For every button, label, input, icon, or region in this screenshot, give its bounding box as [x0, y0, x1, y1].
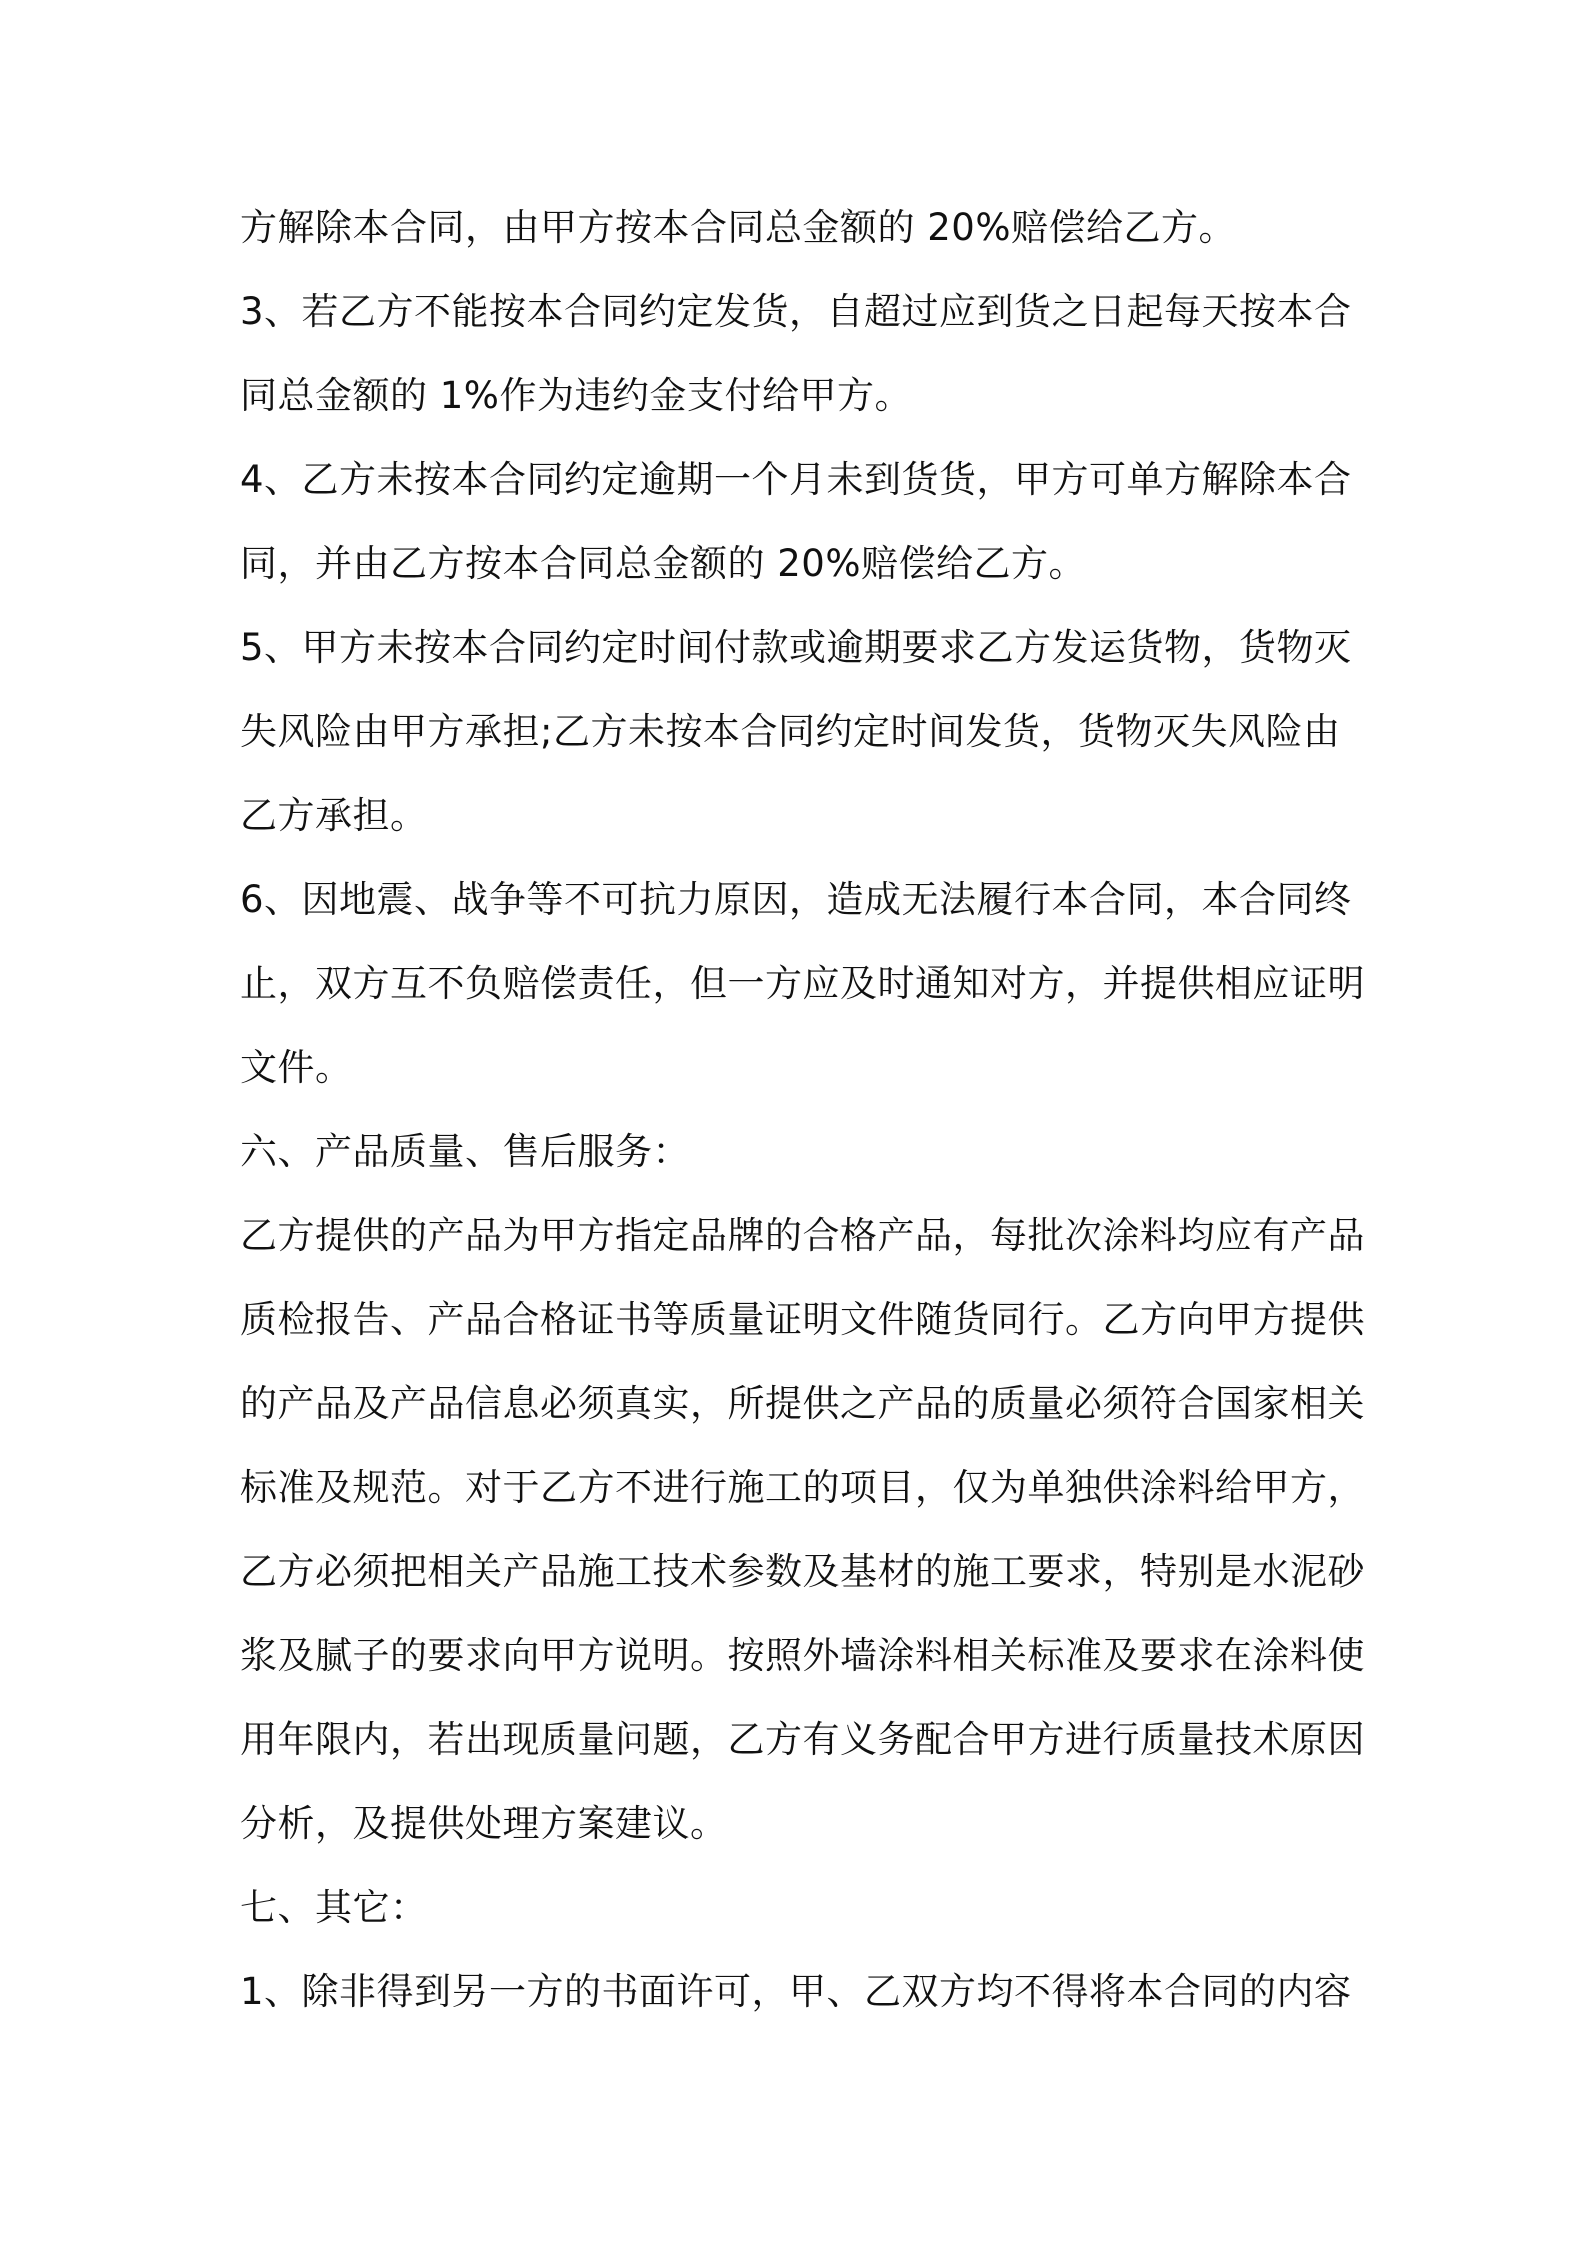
text-line: 标准及规范。对于乙方不进行施工的项目，仅为单独供涂料给甲方， — [240, 1466, 1365, 1509]
text-line: 6、因地震、战争等不可抗力原因，造成无法履行本合同，本合同终 — [240, 878, 1352, 921]
text-line: 止，双方互不负赔偿责任，但一方应及时通知对方，并提供相应证明 — [240, 962, 1365, 1005]
text-line: 5、甲方未按本合同约定时间付款或逾期要求乙方发运货物，货物灭 — [240, 626, 1352, 669]
text-line: 失风险由甲方承担;乙方未按本合同约定时间发货，货物灭失风险由 — [240, 710, 1341, 753]
text-line: 乙方提供的产品为甲方指定品牌的合格产品，每批次涂料均应有产品 — [240, 1214, 1365, 1257]
text-line: 的产品及产品信息必须真实，所提供之产品的质量必须符合国家相关 — [240, 1382, 1365, 1425]
text-line: 3、若乙方不能按本合同约定发货，自超过应到货之日起每天按本合 — [240, 290, 1352, 333]
text-line: 浆及腻子的要求向甲方说明。按照外墙涂料相关标准及要求在涂料使 — [240, 1634, 1365, 1677]
text-line: 方解除本合同，由甲方按本合同总金额的 20%赔偿给乙方。 — [240, 206, 1236, 249]
text-line: 同，并由乙方按本合同总金额的 20%赔偿给乙方。 — [240, 542, 1086, 585]
text-line: 分析，及提供处理方案建议。 — [240, 1802, 728, 1845]
text-line: 文件。 — [240, 1046, 353, 1089]
text-line: 同总金额的 1%作为违约金支付给甲方。 — [240, 374, 912, 417]
text-line: 用年限内，若出现质量问题，乙方有义务配合甲方进行质量技术原因 — [240, 1718, 1365, 1761]
section-heading: 七、其它： — [240, 1886, 428, 1929]
text-line: 乙方承担。 — [240, 794, 428, 837]
section-heading: 六、产品质量、售后服务： — [240, 1130, 690, 1173]
text-line: 乙方必须把相关产品施工技术参数及基材的施工要求，特别是水泥砂 — [240, 1550, 1365, 1593]
text-line: 4、乙方未按本合同约定逾期一个月未到货货，甲方可单方解除本合 — [240, 458, 1352, 501]
text-line: 1、除非得到另一方的书面许可，甲、乙双方均不得将本合同的内容 — [240, 1970, 1352, 2013]
text-line: 质检报告、产品合格证书等质量证明文件随货同行。乙方向甲方提供 — [240, 1298, 1365, 1341]
